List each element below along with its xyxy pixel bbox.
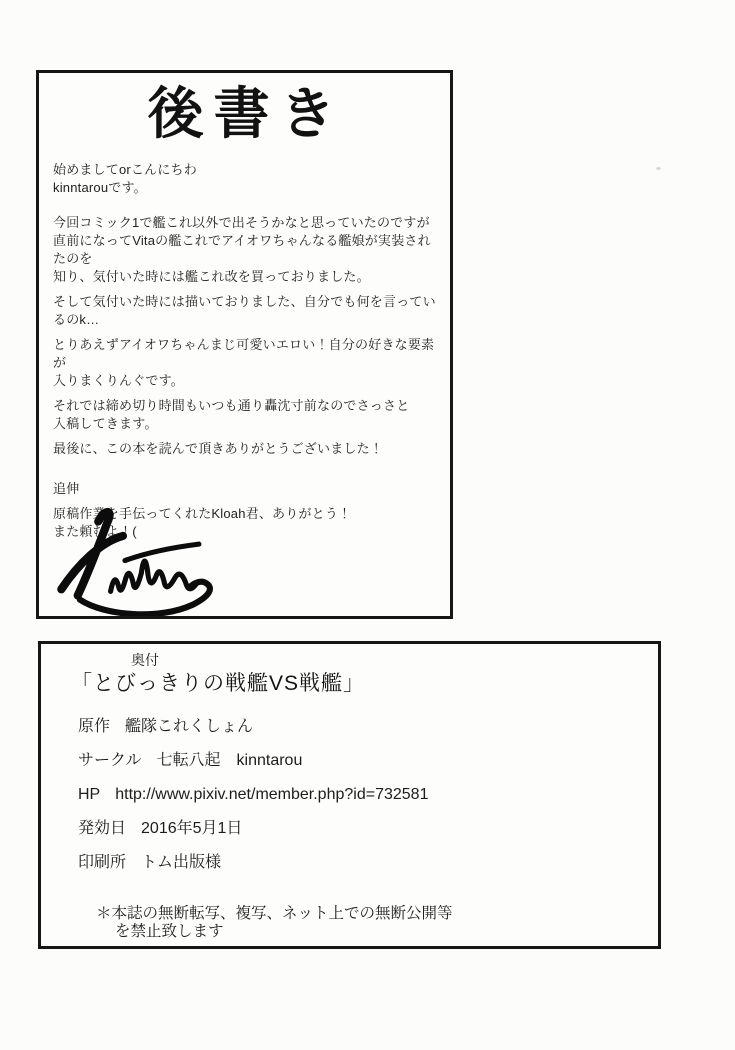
colophon-label: 奥付 xyxy=(131,652,159,668)
copyright-notice xyxy=(96,905,658,941)
row-value: トム出版様 xyxy=(141,854,222,871)
kinntarou-signature-icon xyxy=(53,501,238,616)
afterword-line: 始めましてorこんにちわ xyxy=(53,162,197,177)
afterword-postscript-label xyxy=(53,480,442,498)
colophon-panel xyxy=(38,641,661,949)
row-value: 七転八起 kinntarou xyxy=(156,752,303,769)
copyright-notice-line: を禁止致します xyxy=(115,923,224,940)
afterword-greeting xyxy=(53,161,442,197)
colophon-row-original-work xyxy=(78,718,658,736)
colophon-row-issue-date xyxy=(78,820,658,838)
row-value-url: http://www.pixiv.net/member.php?id=732581 xyxy=(115,786,429,803)
afterword-paragraph xyxy=(53,336,442,390)
row-label: サークル xyxy=(78,752,142,769)
colophon-row-printer xyxy=(78,854,658,872)
afterword-panel xyxy=(36,70,453,619)
copyright-notice-line: ＊本誌の無断転写、複写、ネット上での無断公開等 xyxy=(96,905,453,922)
book-title: 「とびっきりの戦艦VS戦艦」 xyxy=(71,672,366,695)
colophon-rows xyxy=(78,718,658,872)
row-label: HP xyxy=(78,786,101,803)
afterword-line: 追伸 xyxy=(53,481,80,496)
scan-speck xyxy=(656,167,661,170)
afterword-line: 直前になってVitaの艦これでアイオワちゃんなる艦娘が実装されたのを xyxy=(53,233,431,266)
row-value: 艦隊これくしょん xyxy=(125,718,254,735)
colophon-row-circle xyxy=(78,752,658,770)
afterword-line: とりあえずアイオワちゃんまじ可愛いエロい！自分の好きな要素が xyxy=(53,337,435,370)
afterword-paragraph xyxy=(53,397,442,433)
afterword-line: 入りまくりんぐです。 xyxy=(53,373,184,388)
afterword-line: 最後に、この本を読んで頂きありがとうございました！ xyxy=(53,441,384,456)
colophon-row-homepage xyxy=(78,786,658,804)
afterword-paragraph xyxy=(53,293,442,329)
afterword-thanks xyxy=(53,440,442,458)
row-label: 印刷所 xyxy=(78,854,127,871)
afterword-line: また頼むよ！( xyxy=(53,524,137,539)
afterword-line: それでは締め切り時間もいつも通り轟沈寸前なのでさっさと xyxy=(53,398,410,413)
row-label: 原作 xyxy=(78,718,111,735)
afterword-paragraph xyxy=(53,214,442,286)
afterword-line: 入稿してきます。 xyxy=(53,416,158,431)
row-label: 発効日 xyxy=(78,820,127,837)
afterword-title: 後書き xyxy=(147,81,346,147)
afterword-line: kinntarouです。 xyxy=(53,180,147,195)
afterword-line: 原稿作業を手伝ってくれたKloah君、ありがとう！ xyxy=(53,506,352,521)
afterword-line: 知り、気付いた時には艦これ改を買っておりました。 xyxy=(53,269,370,284)
row-value: 2016年5月1日 xyxy=(141,820,243,837)
afterword-line: そして気付いた時には描いておりました、自分でも何を言っているのk… xyxy=(53,294,436,327)
afterword-line: 今回コミック1で艦これ以外で出そうかなと思っていたのですが xyxy=(53,215,430,230)
afterword-body xyxy=(53,161,442,541)
